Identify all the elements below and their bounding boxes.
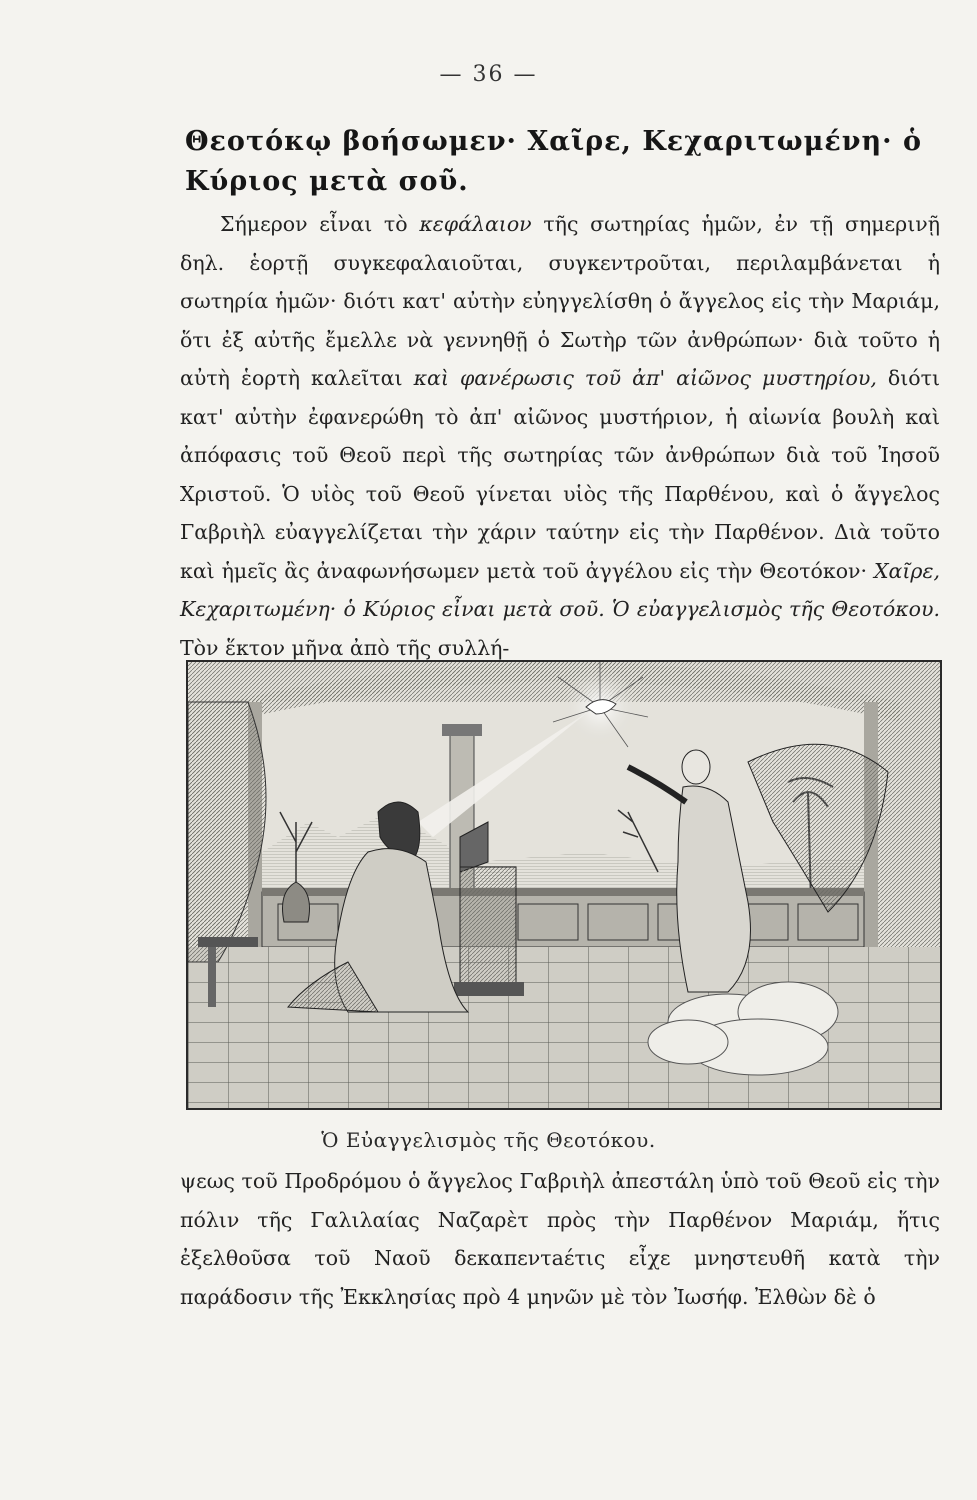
text-run: Τὸν ἕκτον μῆνα ἀπὸ τῆς συλλή-: [180, 635, 510, 660]
lectern-base: [454, 982, 524, 996]
text-run: Σήμερον εἶναι τὸ: [220, 212, 420, 236]
lectern: [460, 867, 516, 987]
page-number: — 36 —: [439, 62, 538, 87]
continuation-paragraph: ψεως τοῦ Προδρόμου ὁ ἄγγελος Γαβριὴλ ἀπεστάλη ὑπὸ τοῦ Θεοῦ εἰς τὴν πόλιν τῆς Γαλιλαίας Ναζαρὲτ πρὸς τὴν Παρθένον Μαριάμ, ἥτις ἐξελθοῦσα τοῦ Ναοῦ δεκαπεντaέτις εἶχε μνηστευθῆ κατὰ τὴν παράδοσιν τῆς Ἐκκλησίας πρὸ 4 μηνῶν μὲ τὸν Ἰωσήφ. Ἐλθὼν δὲ ὁ: [180, 1169, 940, 1309]
body-paragraph: [180, 205, 940, 667]
text-run: τῆς σωτηρίας ἡμῶν, ἐν τῇ σημερινῇ δηλ. ἑορτῇ συγκεφαλαιοῦται, συγκεντροῦται, περιλαμβάνεται ἡ σωτηρία ἡμῶν· διότι κατ' αὐτὴν εὐηγγελίσθη ὁ ἄγγελος εἰς τὴν Μαριάμ, ὅτι ἐξ αὐτῆς ἔμελλε νὰ γεννηθῇ ὁ Σωτὴρ τῶν ἀνθρώπων· διὰ τοῦτο ἡ αὐτὴ ἑορτὴ καλεῖται: [180, 212, 941, 390]
annunciation-engraving: [186, 660, 942, 1110]
column-capital: [442, 724, 482, 736]
italic-run: Ὁ εὐαγγελισμὸς τῆς Θεοτόκου.: [611, 597, 940, 621]
figure-caption: Ὁ Εὐαγγελισμὸς τῆς Θεοτόκου.: [321, 1128, 656, 1152]
italic-run: κεφάλαιον: [419, 212, 532, 236]
section-heading: Θεοτόκῳ βοήσωμεν· Χαῖρε, Κεχαριτωμένη· ὁ Κύριος μετὰ σοῦ.: [185, 126, 922, 197]
italic-run: καὶ φανέρωσις τοῦ ἀπ' αἰῶνος μυστηρίου,: [413, 366, 877, 390]
text-run: διότι κατ' αὐτὴν ἐφανερώθη τὸ ἀπ' αἰῶνος μυστήριον, ἡ αἰωνία βουλὴ καὶ ἀπόφασις τοῦ Θεοῦ περὶ τῆς σωτηρίας τῶν ἀνθρώπων διὰ τοῦ Ἰησοῦ Χριστοῦ. Ὁ υἱὸς τοῦ Θεοῦ γίνεται υἱὸς τῆς Παρθένου, καὶ ὁ ἄγγελος Γαβριὴλ εὐαγγελίζεται τὴν χάριν ταύτην εἰς τὴν Παρθένον. Διὰ τοῦτο καὶ ἡμεῖς ἂς ἀναφωνήσωμεν μετὰ τοῦ ἀγγέλου εἰς τὴν Θεοτόκον·: [180, 366, 940, 583]
side-table: [198, 937, 258, 947]
italic-run: Χαῖρε, Κεχαριτωμένη· ὁ Κύριος εἶναι μετὰ σοῦ.: [180, 558, 940, 621]
